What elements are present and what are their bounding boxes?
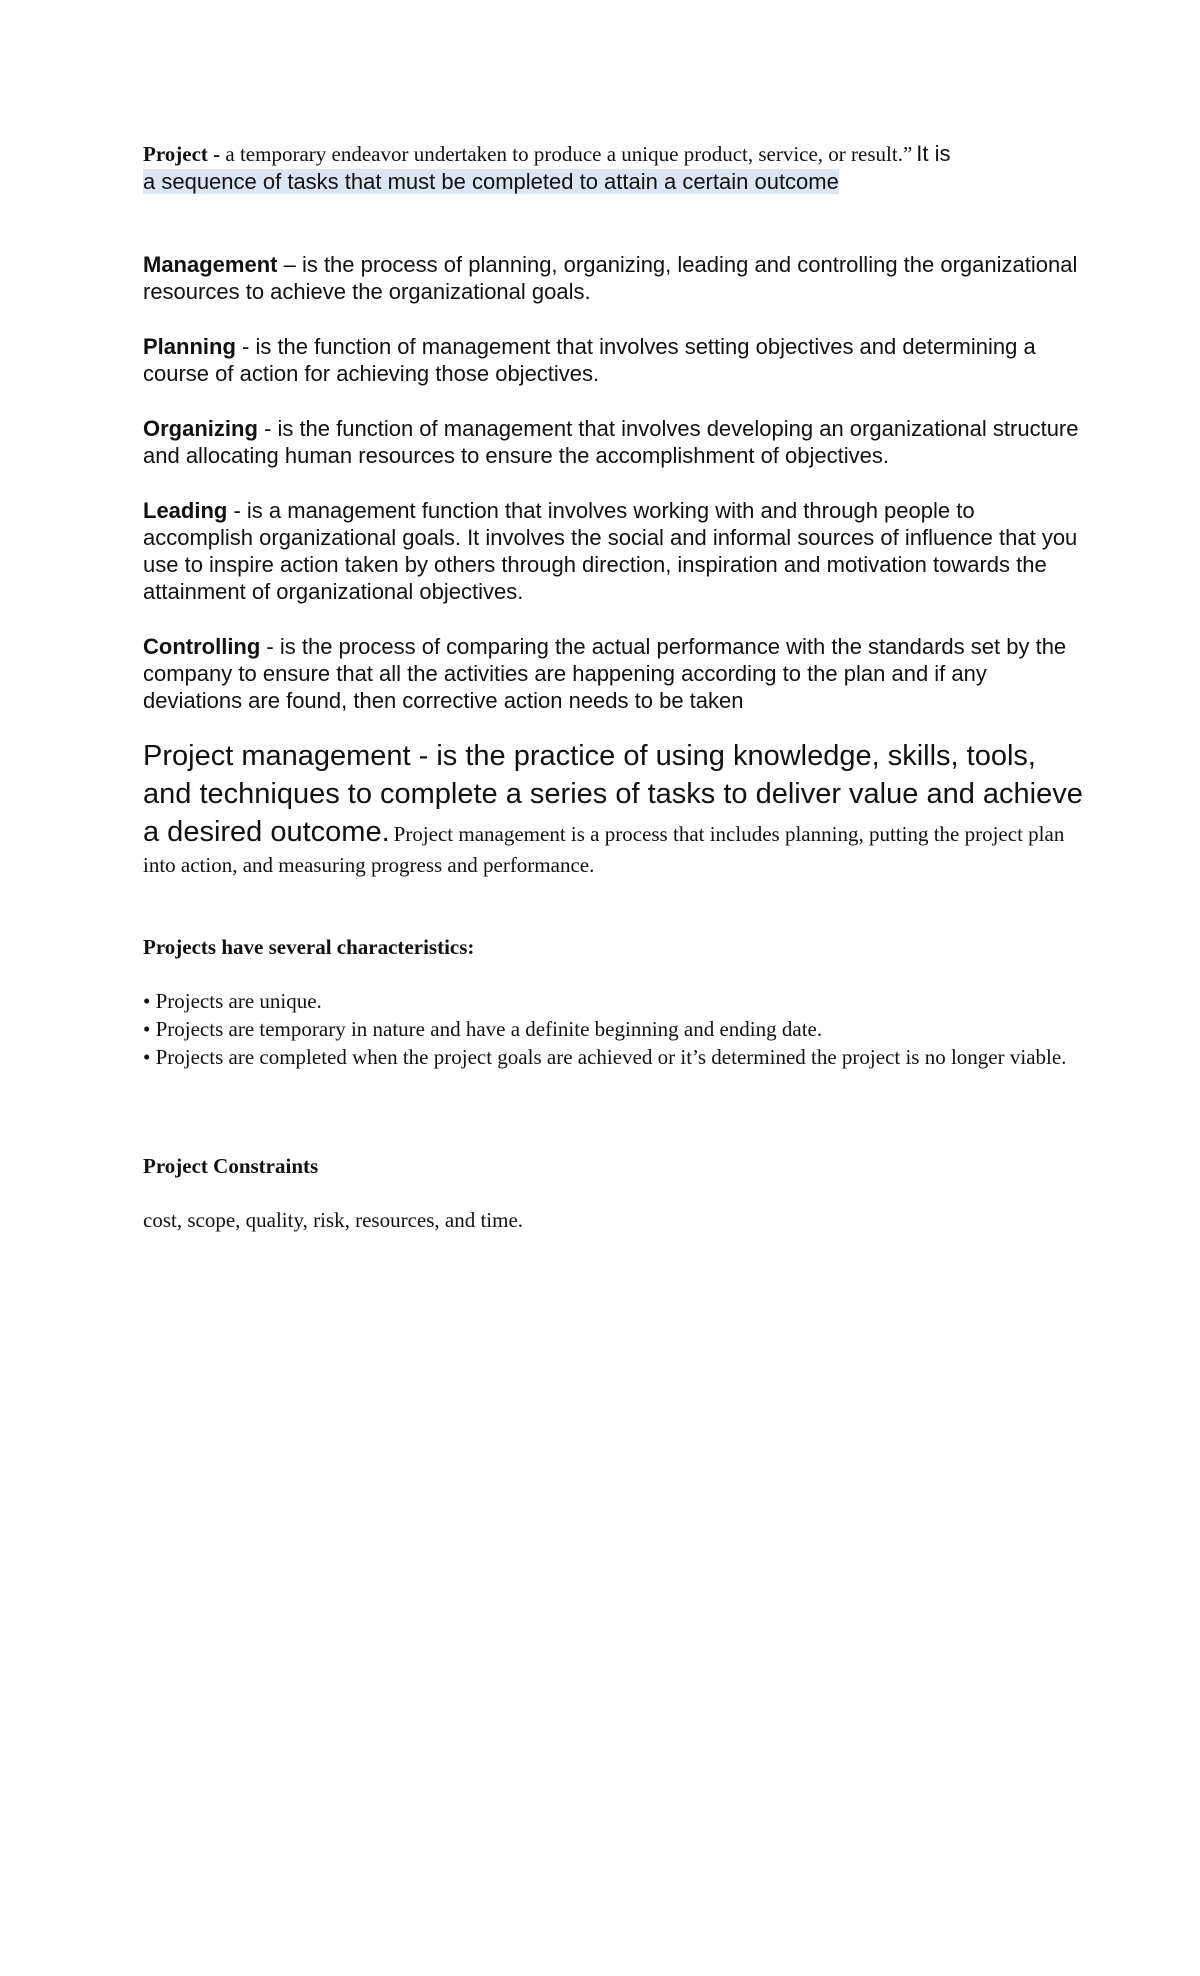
project-definition-text: a temporary endeavor undertaken to produce a unique product, service, or result.” <box>220 142 913 166</box>
controlling-definition <box>143 633 1083 714</box>
planning-term: Planning <box>143 334 236 359</box>
project-management-small-text: Project management is a process that includes planning, putting the project plan into action, and measuring progress and performance. <box>143 822 1065 877</box>
constraints-text: cost, scope, quality, risk, resources, and time. <box>143 1208 524 1232</box>
management-definition <box>143 251 1083 305</box>
constraints-heading: Project Constraints <box>143 1154 319 1178</box>
leading-text: - is a management function that involves working with and through people to accomplish organizational goals. It involves the social and informal sources of influence that you use to inspire action taken by others through direction, inspiration and motivation towards the attainment of organizational objectives. <box>143 498 1078 604</box>
management-term: Management <box>143 252 278 277</box>
management-text: – is the process of planning, organizing, leading and controlling the organizational resources to achieve the organizational goals. <box>143 252 1078 304</box>
organizing-text: - is the function of management that involves developing an organizational structure and allocating human resources to ensure the accomplishment of objectives. <box>143 416 1079 468</box>
constraints-section <box>143 1152 1083 1234</box>
characteristic-item: • Projects are temporary in nature and have a definite beginning and ending date. <box>143 1017 823 1041</box>
characteristics-heading: Projects have several characteristics: <box>143 935 475 959</box>
planning-definition <box>143 333 1083 387</box>
controlling-term: Controlling <box>143 634 261 659</box>
controlling-text: - is the process of comparing the actual performance with the standards set by the company to ensure that all the activities are happening according to the plan and if any deviations are found, then corrective action needs to be taken <box>143 634 1067 713</box>
project-management-large-text: Project management - is the practice of using knowledge, skills, tools, and techniques to complete a series of tasks to deliver value and achieve a desired outcome. <box>143 740 1083 848</box>
project-management-definition <box>143 737 1083 879</box>
project-highlighted-text: a sequence of tasks that must be completed to attain a certain outcome <box>143 169 839 194</box>
characteristic-item: • Projects are completed when the project goals are achieved or it’s determined the project is no longer viable. <box>143 1045 1067 1069</box>
leading-term: Leading <box>143 498 228 523</box>
characteristic-item: • Projects are unique. <box>143 989 322 1013</box>
project-definition <box>143 140 1083 195</box>
organizing-definition <box>143 415 1083 469</box>
organizing-term: Organizing <box>143 416 258 441</box>
characteristics-section <box>143 933 1083 1071</box>
project-extra-inline: It is <box>916 141 951 166</box>
leading-definition <box>143 497 1083 605</box>
project-term: Project - <box>143 142 221 166</box>
planning-text: - is the function of management that involves setting objectives and determining a course of action for achieving those objectives. <box>143 334 1036 386</box>
